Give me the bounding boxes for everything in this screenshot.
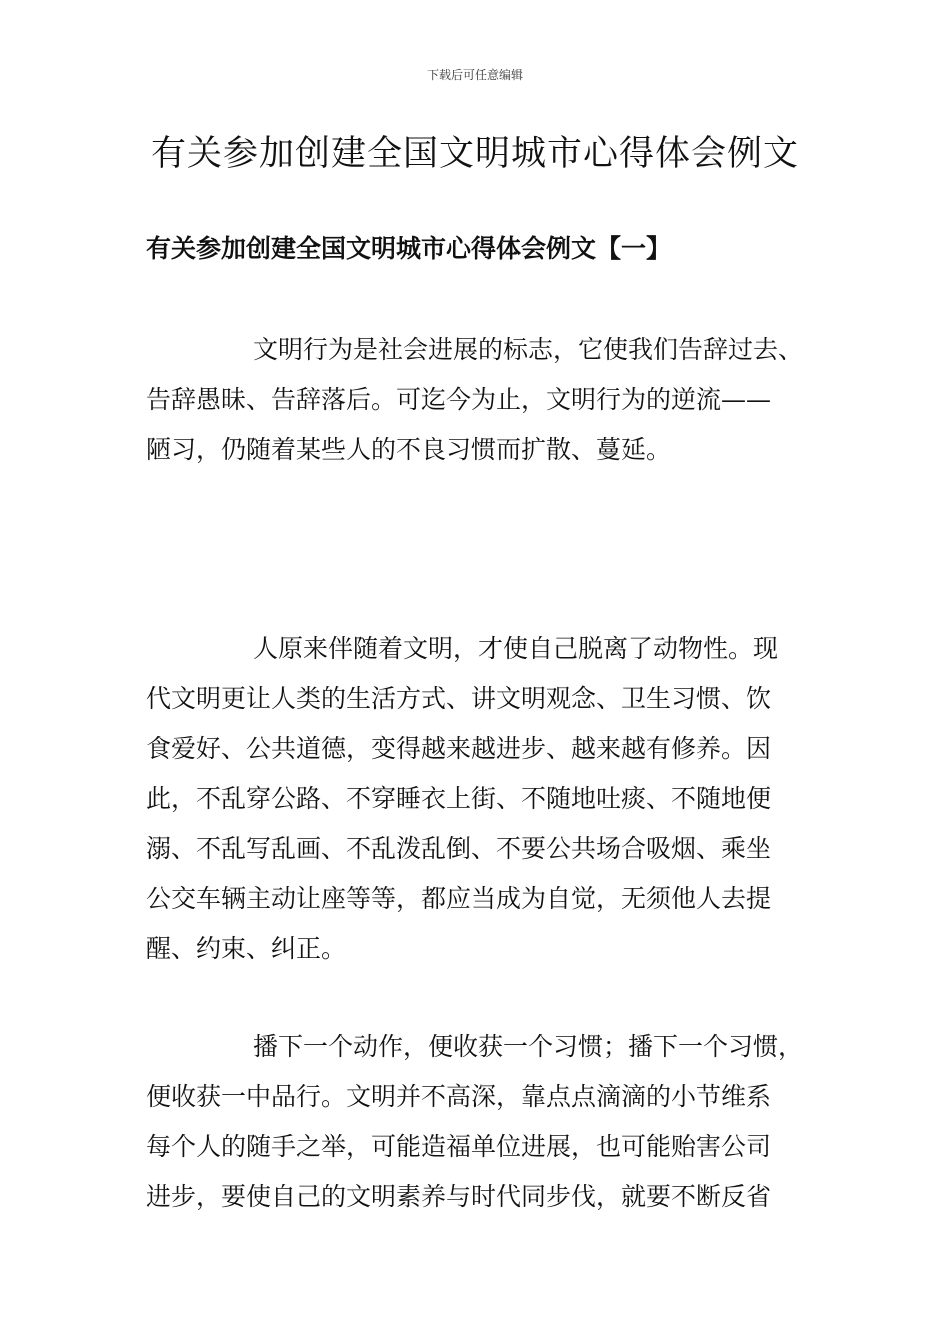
paragraph-line: 此，不乱穿公路、不穿睡衣上街、不随地吐痰、不随地便 <box>146 784 772 813</box>
paragraph-1 <box>146 325 826 475</box>
paragraph-line: 醒、约束、纠正。 <box>146 934 347 963</box>
paragraph-line: 陋习，仍随着某些人的不良习惯而扩散、蔓延。 <box>146 435 672 464</box>
paragraph-line: 告辞愚昧、告辞落后。可迄今为止，文明行为的逆流—— <box>146 385 772 414</box>
paragraph-line: 播下一个动作，便收获一个习惯；播下一个习惯， <box>253 1032 804 1061</box>
paragraph-line: 代文明更让人类的生活方式、讲文明观念、卫生习惯、饮 <box>146 684 772 713</box>
section-heading: 有关参加创建全国文明城市心得体会例文【一】 <box>146 234 672 263</box>
paragraph-line: 文明行为是社会进展的标志，它使我们告辞过去、 <box>253 335 804 364</box>
paragraph-line: 公交车辆主动让座等等，都应当成为自觉，无须他人去提 <box>146 884 772 913</box>
paragraph-3 <box>146 1022 826 1222</box>
paragraph-line: 进步，要使自己的文明素养与时代同步伐，就要不断反省 <box>146 1182 772 1211</box>
paragraph-line: 食爱好、公共道德，变得越来越进步、越来越有修养。因 <box>146 734 772 763</box>
header-note: 下载后可任意编辑 <box>426 68 523 82</box>
paragraph-2 <box>146 624 826 974</box>
document-title: 有关参加创建全国文明城市心得体会例文 <box>150 134 799 174</box>
paragraph-line: 每个人的随手之举，可能造福单位进展，也可能贻害公司 <box>146 1132 772 1161</box>
paragraph-line: 溺、不乱写乱画、不乱泼乱倒、不要公共场合吸烟、乘坐 <box>146 834 772 863</box>
paragraph-line: 人原来伴随着文明，才使自己脱离了动物性。现 <box>253 634 779 663</box>
paragraph-line: 便收获一中品行。文明并不高深，靠点点滴滴的小节维系 <box>146 1082 772 1111</box>
